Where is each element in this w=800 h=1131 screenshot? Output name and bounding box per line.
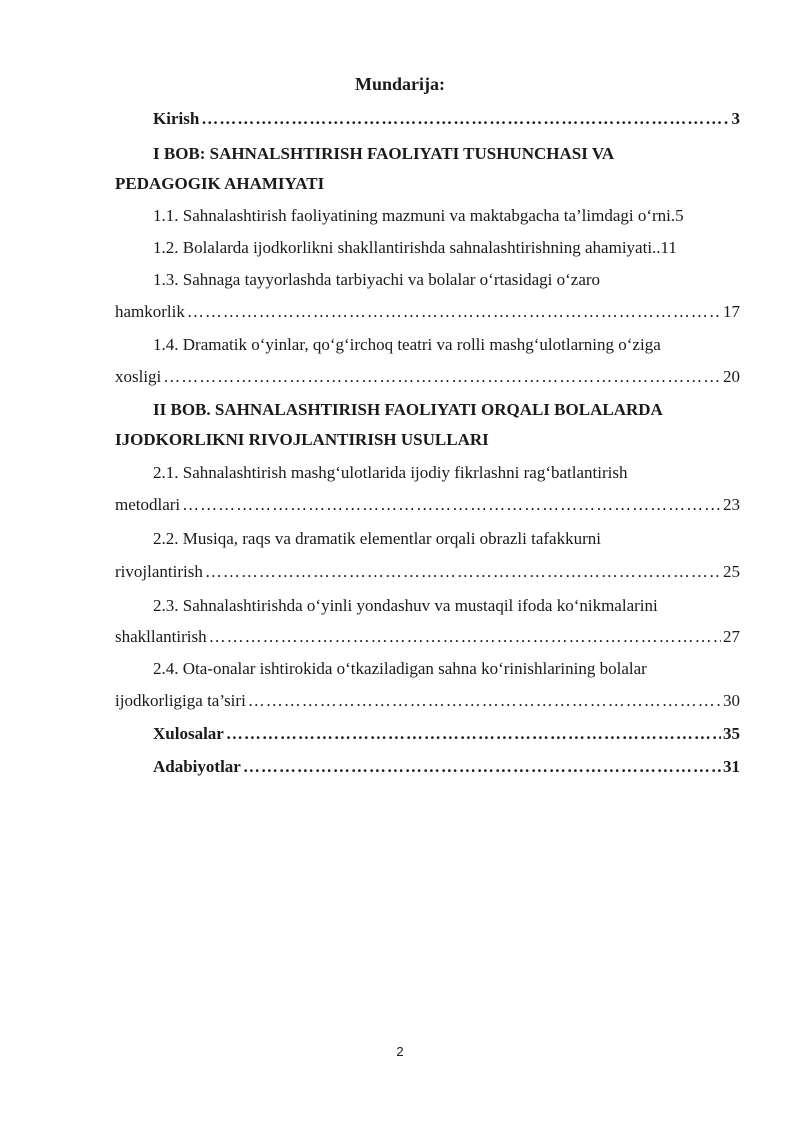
toc-entry-2-4[interactable]: 2.4. Ota-onalar ishtirokida o‘tkaziladigan sahna ko‘rinishlarining bolalar — [153, 659, 647, 678]
toc-entry-1-4-cont[interactable] — [115, 366, 740, 388]
toc-entry-label: rivojlantirish — [115, 562, 203, 581]
toc-page-number: 31 — [723, 757, 740, 776]
toc-entry-2-4-cont[interactable] — [115, 690, 740, 712]
toc-leader-dots — [201, 108, 729, 130]
toc-entry-2-1[interactable]: 2.1. Sahnalashtirish mashg‘ulotlarida ijodiy fikrlashni rag‘batlantirish — [153, 463, 628, 482]
toc-entry-label: Adabiyotlar — [153, 757, 241, 776]
toc-page-number: 25 — [723, 562, 740, 581]
toc-page-number: 17 — [723, 302, 740, 321]
toc-entry-label: xosligi — [115, 367, 162, 386]
toc-entry-adabiyotlar[interactable] — [153, 756, 740, 778]
toc-entry-1-1[interactable]: 1.1. Sahnalashtirish faoliyatining mazmuni va maktabgacha ta’limdagi o‘rni.5 — [153, 206, 684, 225]
toc-entry-1-2[interactable]: 1.2. Bolalarda ijodkorlikni shakllantirishda sahnalashtirishning ahamiyati..11 — [153, 238, 677, 257]
toc-entry-1-3[interactable]: 1.3. Sahnaga tayyorlashda tarbiyachi va bolalar o‘rtasidagi o‘zaro — [153, 270, 601, 289]
toc-entry-label: shakllantirish — [115, 627, 207, 646]
chapter-1-heading-cont[interactable]: PEDAGOGIK AHAMIYATI — [115, 174, 325, 193]
toc-page-number: 23 — [723, 495, 740, 514]
page-number: 2 — [396, 1044, 404, 1059]
toc-entry-kirish[interactable] — [153, 108, 740, 130]
toc-leader-dots — [205, 561, 721, 583]
toc-leader-dots — [243, 756, 721, 778]
chapter-2-heading[interactable]: II BOB. SAHNALASHTIRISH FAOLIYATI ORQALI BOLALARDA — [153, 400, 663, 419]
chapter-2-heading-cont[interactable]: IJODKORLIKNI RIVOJLANTIRISH USULLARI — [115, 430, 489, 449]
toc-entry-label: metodlari — [115, 495, 181, 514]
toc-entry-label: hamkorlik — [115, 302, 185, 321]
toc-leader-dots — [187, 301, 721, 323]
chapter-1-heading[interactable]: I BOB: SAHNALSHTIRISH FAOLIYATI TUSHUNCHASI VA — [153, 144, 615, 163]
page-title: Mundarija: — [355, 74, 445, 94]
toc-entry-2-1-cont[interactable] — [115, 494, 740, 516]
toc-entry-2-2-cont[interactable] — [115, 561, 740, 583]
toc-entry-1-3-cont[interactable] — [115, 301, 740, 323]
toc-entry-2-2[interactable]: 2.2. Musiqa, raqs va dramatik elementlar orqali obrazli tafakkurni — [153, 529, 601, 548]
toc-entry-2-3[interactable]: 2.3. Sahnalashtirishda o‘yinli yondashuv va mustaqil ifoda ko‘nikmalarini — [153, 596, 658, 615]
toc-entry-xulosalar[interactable] — [153, 723, 740, 745]
toc-entry-label: Xulosalar — [153, 724, 224, 743]
toc-page-number: 20 — [723, 367, 740, 386]
toc-leader-dots — [226, 723, 721, 745]
toc-entry-2-3-cont[interactable] — [115, 626, 740, 648]
toc-leader-dots — [209, 626, 721, 648]
toc-leader-dots — [182, 494, 721, 516]
toc-entry-1-4[interactable]: 1.4. Dramatik o‘yinlar, qo‘g‘irchoq teatri va rolli mashg‘ulotlarning o‘ziga — [153, 335, 661, 354]
toc-page-number: 30 — [723, 691, 740, 710]
toc-entry-label: Kirish — [153, 109, 200, 128]
toc-page-number: 27 — [723, 627, 740, 646]
toc-entry-label: ijodkorligiga ta’siri — [115, 691, 246, 710]
toc-page-number: 35 — [723, 724, 740, 743]
toc-page-number: 3 — [731, 109, 740, 128]
toc-leader-dots — [163, 366, 721, 388]
toc-leader-dots — [248, 690, 721, 712]
